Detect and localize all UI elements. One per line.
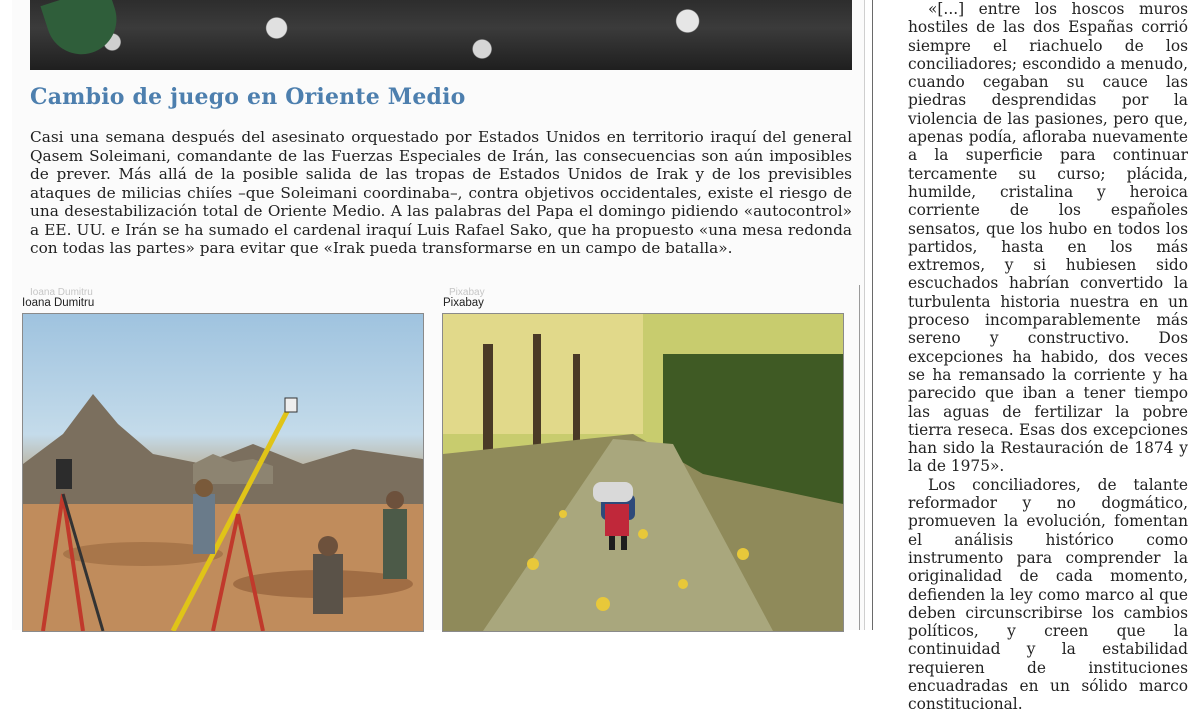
autumn-walk-photo — [442, 313, 844, 632]
article-body: Casi una semana después del asesinato orquestado por Estados Unidos en territorio iraquí del general Qasem Soleimani, comandante de las Fuerzas Especiales de Irán, las consecuencias son aún imposibles de prever. Más allá de la posible salida de las tropas de Estados Unidos de Irak y de los previsibles ataques de milicias chiíes –que Soleimani coordinaba–, contra objetivos occidentales, existe el riesgo de una desestabilización total de Oriente Medio. A las palabras del Papa el domingo pidiendo «autocontrol» a EE. UU. e Irán se ha sumado el cardenal iraquí Luis Rafael Sako, que ha propuesto «una mesa redonda con todas las partes» para evitar que «Irak pueda transformarse en un campo de batalla». — [30, 128, 852, 257]
column-paragraph-1: «[...] entre los hoscos muros hostiles de las dos Españas corrió siempre el riachuelo de los conciliadores; escondido a menudo, cuando cegaban su cauce las piedras desprendidas por la violencia de las pasiones, pero que, apenas podía, afloraba nuevamente a la superficie para continuar tercamente su curso; plácida, humilde, cristalina y heroica corriente de los españoles sensatos, que los hubo en todos los partidos, hasta en los más extremos, y si hubiesen sido escuchados habrían convertido la turbulenta historia nuestra en un proceso incomparablemente más sereno y constructivo. Dos excepciones ha habido, dos veces se ha remansado la corriente y ha parecido que iban a tener tiempo las aguas de fertilizar la pobre tierra reseca. Esas dos excepciones han sido la Restauración de 1874 y la de 1975». — [908, 0, 1188, 476]
column-divider — [859, 285, 860, 630]
column-paragraph-2: Los conciliadores, de talante reformador y no dogmático, promueven la evolución, fomentan el análisis histórico como instrumento para comprender la originalidad de cada momento, defienden la ley como marco al que deben circunscribirse los cambios políticos, y creen que la continuidad y la estabilidad requieren de instituciones encuadradas en un sólido marco constitucional. — [908, 475, 1188, 714]
surveyors-illustration — [23, 314, 423, 631]
opinion-column — [908, 0, 1188, 714]
autumn-illustration — [443, 314, 843, 631]
photo-credit-left: Ioana Dumitru — [22, 297, 95, 309]
photo-credit-ghost-left: Ioana Dumitru — [30, 287, 93, 298]
green-flag — [40, 0, 125, 63]
surveyors-photo — [22, 313, 424, 632]
column-rule — [872, 0, 873, 630]
crowd-photo — [30, 0, 852, 70]
photo-credit-right: Pixabay — [443, 297, 484, 309]
headline: Cambio de juego en Oriente Medio — [30, 84, 466, 110]
photo-credit-ghost-right: Pixabay — [449, 287, 485, 298]
